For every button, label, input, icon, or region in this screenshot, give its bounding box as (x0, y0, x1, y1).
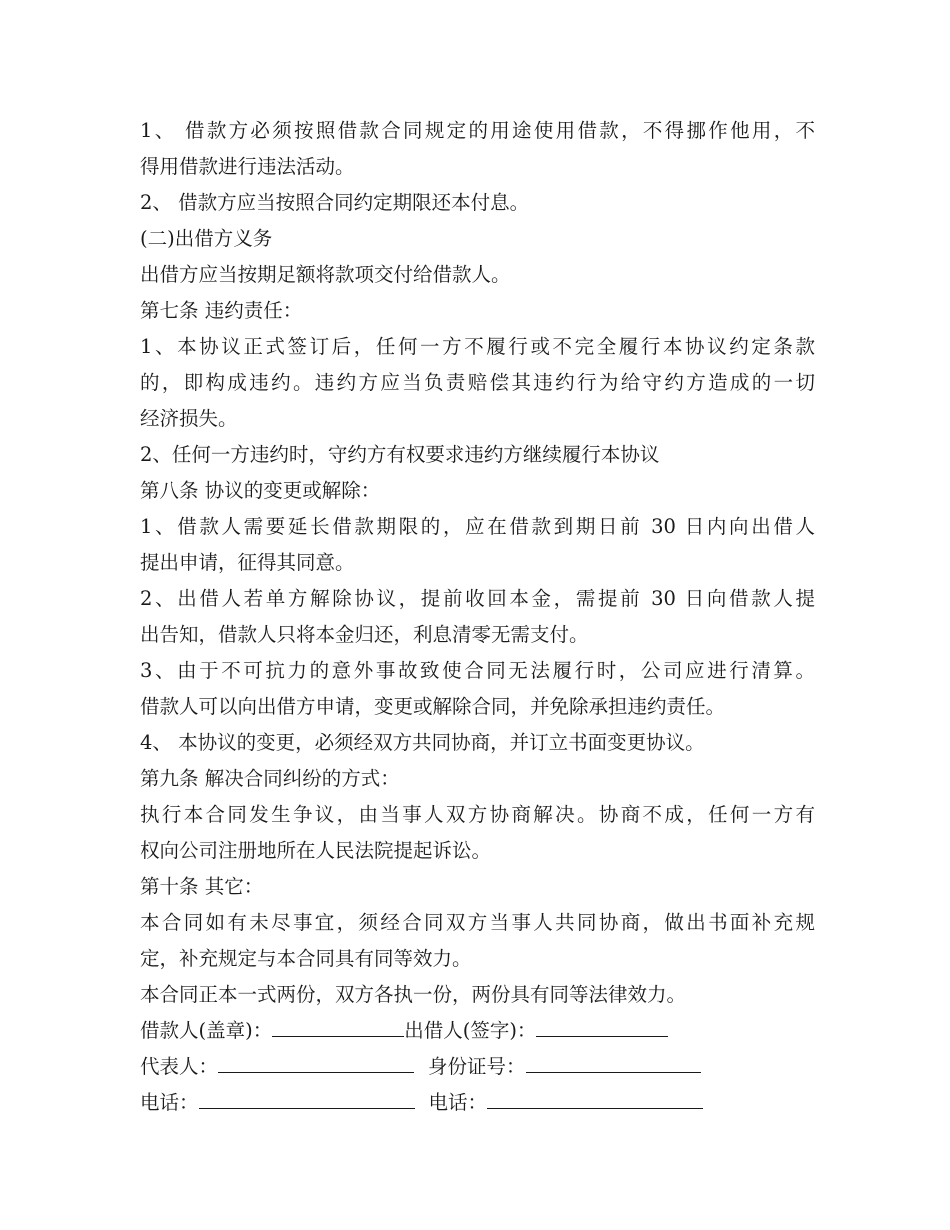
text-line: 2、 借款方应当按照合同约定期限还本付息。 (140, 191, 530, 214)
borrower-seal-label: 借款人(盖章)： (140, 1019, 273, 1042)
text-line: 3、由于不可抗力的意外事故致使合同无法履行时，公司应进行清算。 (140, 659, 815, 682)
lender-signature-blank[interactable] (536, 1014, 668, 1037)
text-line: 借款人可以向出借方申请，变更或解除合同，并免除承担违约责任。 (140, 695, 726, 718)
text-line: 出借方应当按期足额将款项交付给借款人。 (140, 263, 511, 286)
id-number-blank[interactable] (526, 1050, 701, 1073)
signature-row-representative-id (140, 1049, 815, 1085)
lender-signature-label: 出借人(签字)： (404, 1019, 537, 1042)
text-line: 本合同正本一式两份，双方各执一份，两份具有同等法律效力。 (140, 983, 687, 1006)
text-line: 4、 本协议的变更，必须经双方共同协商，并订立书面变更协议。 (140, 731, 705, 754)
contract-page (140, 113, 815, 1121)
lender-phone-blank[interactable] (487, 1086, 703, 1109)
text-line: 执行本合同发生争议，由当事人双方协商解决。协商不成，任何一方有 (140, 803, 815, 826)
text-line: 的，即构成违约。违约方应当负责赔偿其违约行为给守约方造成的一切 (140, 371, 815, 394)
text-line: 提出申请，征得其同意。 (140, 551, 355, 574)
text-line: 1、 借款方必须按照借款合同规定的用途使用借款，不得挪作他用，不 (140, 119, 815, 142)
text-line: 出告知，借款人只将本金归还，利息清零无需支付。 (140, 623, 589, 646)
representative-blank[interactable] (218, 1050, 414, 1073)
text-line: 定，补充规定与本合同具有同等效力。 (140, 947, 472, 970)
borrower-phone-blank[interactable] (199, 1086, 415, 1109)
text-line: 1、本协议正式签订后，任何一方不履行或不完全履行本协议约定条款 (140, 335, 815, 358)
article-heading: 第八条 协议的变更或解除： (140, 479, 381, 502)
section-heading: (二)出借方义务 (140, 227, 273, 250)
borrower-phone-label: 电话： (140, 1091, 199, 1114)
text-line: 2、任何一方违约时，守约方有权要求违约方继续履行本协议 (140, 443, 660, 466)
lender-phone-label: 电话： (428, 1091, 488, 1114)
article-heading: 第十条 其它： (140, 875, 264, 898)
signature-row-phones (140, 1085, 815, 1121)
representative-label: 代表人： (140, 1055, 219, 1078)
text-line: 2、出借人若单方解除协议，提前收回本金，需提前 30 日向借款人提 (140, 587, 815, 610)
text-line: 得用借款进行违法活动。 (140, 155, 355, 178)
signature-block (140, 1013, 815, 1121)
text-line: 经济损失。 (140, 407, 238, 430)
text-line: 1、借款人需要延长借款期限的，应在借款到期日前 30 日内向出借人 (140, 515, 815, 538)
id-number-label: 身份证号： (428, 1055, 526, 1078)
contract-body (140, 113, 815, 1013)
article-heading: 第七条 违约责任： (140, 299, 303, 322)
text-line: 本合同如有未尽事宜，须经合同双方当事人共同协商，做出书面补充规 (140, 911, 815, 934)
borrower-seal-blank[interactable] (272, 1014, 404, 1037)
signature-row-borrower-lender (140, 1013, 815, 1049)
text-line: 权向公司注册地所在人民法院提起诉讼。 (140, 839, 492, 862)
article-heading: 第九条 解决合同纠纷的方式： (140, 767, 400, 790)
